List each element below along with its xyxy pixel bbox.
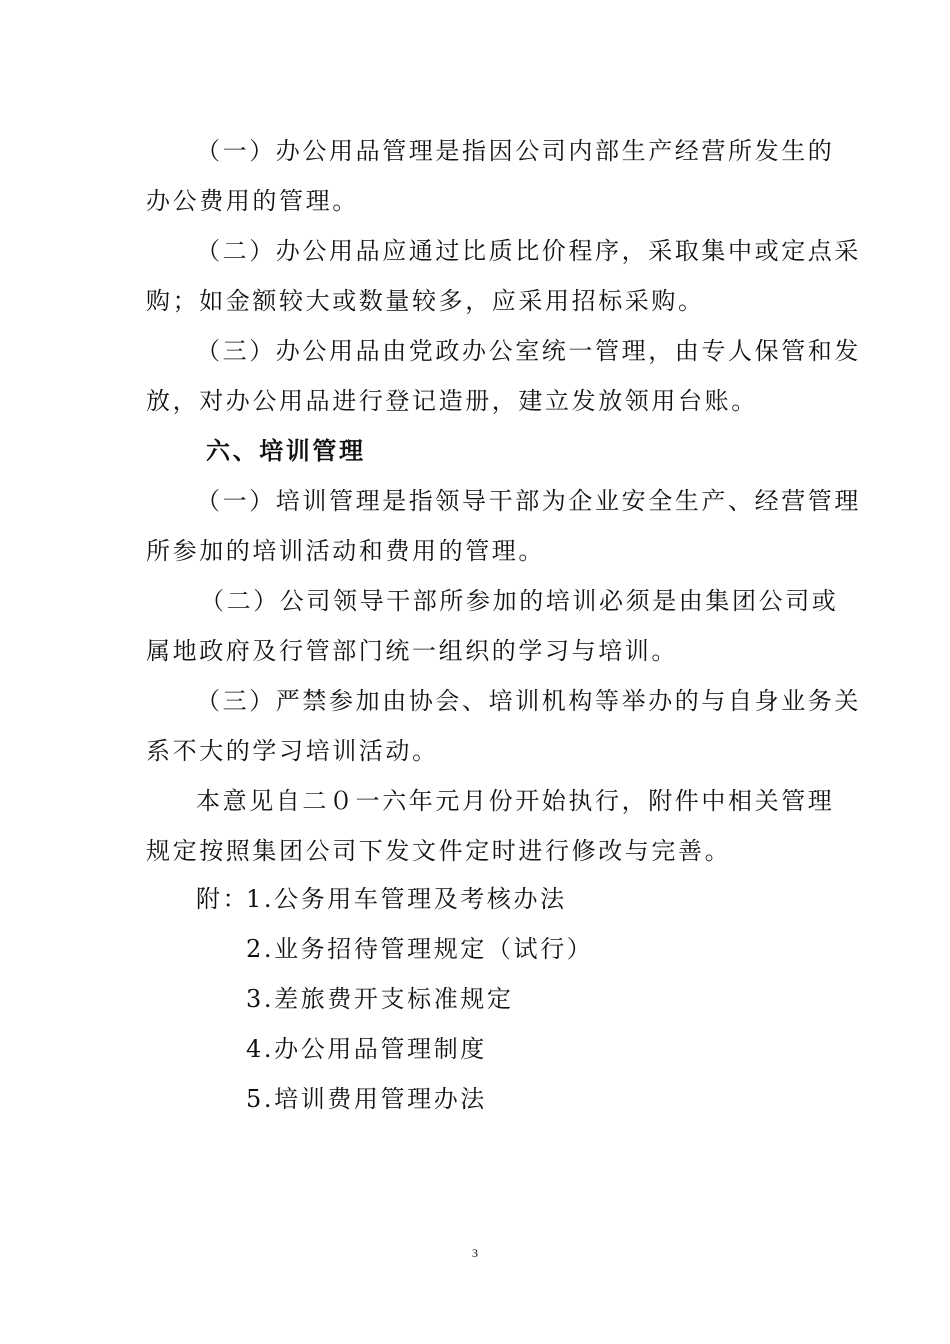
paragraph-line: 办公费用的管理。 — [146, 187, 359, 215]
paragraph-line: （三）严禁参加由协会、培训机构等举办的与自身业务关 — [196, 687, 861, 715]
attachments-label: 附： — [196, 885, 250, 913]
paragraph-line: 放，对办公用品进行登记造册，建立发放领用台账。 — [146, 387, 758, 415]
paragraph-line: 购；如金额较大或数量较多，应采用招标采购。 — [146, 287, 705, 315]
section-heading: 六、培训管理 — [206, 436, 366, 465]
paragraph-line: 所参加的培训活动和费用的管理。 — [146, 537, 545, 565]
paragraph-line: （一）培训管理是指领导干部为企业安全生产、经营管理 — [196, 487, 861, 515]
paragraph-line: 属地政府及行管部门统一组织的学习与培训。 — [146, 637, 678, 665]
paragraph-line: 系不大的学习培训活动。 — [146, 737, 439, 765]
paragraph-line: （一）办公用品管理是指因公司内部生产经营所发生的 — [196, 137, 835, 165]
attachment-item: 4.办公用品管理制度 — [246, 1035, 487, 1063]
page-number: 3 — [472, 1246, 478, 1260]
paragraph-line: （三）办公用品由党政办公室统一管理，由专人保管和发 — [196, 337, 861, 365]
paragraph-line: （二）公司领导干部所参加的培训必须是由集团公司或 — [200, 587, 839, 615]
attachment-item: 2.业务招待管理规定（试行） — [246, 935, 594, 963]
paragraph-line: 规定按照集团公司下发文件定时进行修改与完善。 — [146, 837, 732, 865]
attachment-item: 5.培训费用管理办法 — [246, 1085, 487, 1113]
attachment-item: 1.公务用车管理及考核办法 — [246, 885, 567, 913]
attachment-item: 3.差旅费开支标准规定 — [246, 985, 514, 1013]
paragraph-line: 本意见自二０一六年元月份开始执行，附件中相关管理 — [196, 787, 835, 815]
paragraph-line: （二）办公用品应通过比质比价程序，采取集中或定点采 — [196, 237, 861, 265]
